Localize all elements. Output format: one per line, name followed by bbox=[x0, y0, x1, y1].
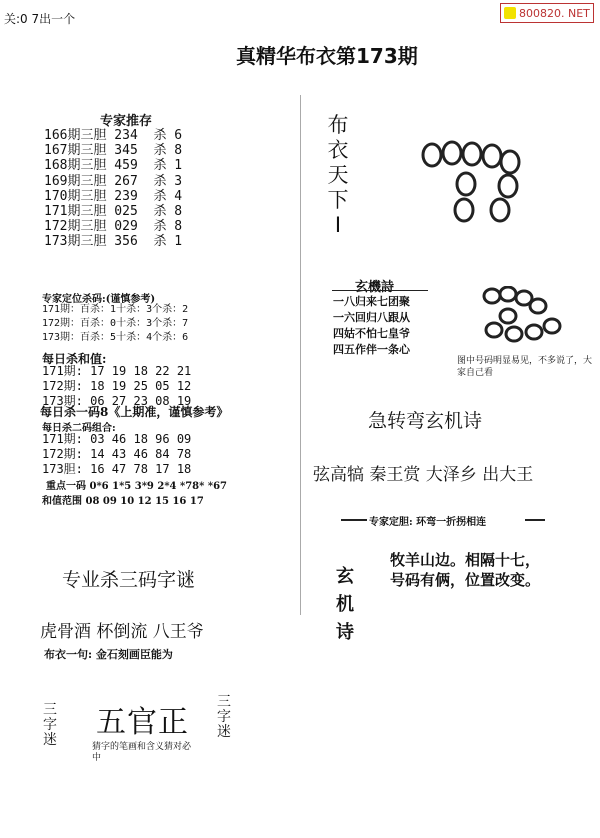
riddle-left-label bbox=[42, 703, 58, 748]
list-item: 167期三胆 345 杀 8 bbox=[44, 143, 183, 159]
expert-gall-line: 专家定胆: 环弯一折拐相连 bbox=[369, 517, 487, 528]
xuanji-text bbox=[390, 550, 540, 590]
poem-heading: 玄機詩 bbox=[355, 280, 395, 295]
poem-lines bbox=[333, 294, 410, 358]
list-item: 172期：百杀：0十杀：3个杀：7 bbox=[42, 318, 189, 329]
label-char: 三 bbox=[43, 702, 57, 718]
kill-one-line: 每日杀一码8《上期准，谨慎参考》 bbox=[40, 405, 229, 419]
list-item: 171期: 17 19 18 22 21 bbox=[42, 364, 192, 378]
image-note: 图中号码明显易见，不多说了，大家自己看 bbox=[457, 356, 593, 378]
label-char: 迷 bbox=[217, 724, 231, 740]
focus-line: 重点一码 0*6 1*5 3*9 2*4 *78* *67 bbox=[46, 481, 227, 492]
poem-line: 四姑不怕七皇爷 bbox=[333, 327, 410, 340]
xuanji-vertical-title bbox=[334, 563, 356, 647]
list-item: 166期三胆 234 杀 6 bbox=[44, 128, 183, 143]
position-kill-list bbox=[42, 303, 188, 345]
list-item: 169期三胆 267 杀 3 bbox=[44, 173, 183, 189]
site-badge-text: 800820. NET bbox=[519, 6, 590, 20]
four-phrase-line: 弦高犒 秦王赏 大泽乡 出大王 bbox=[313, 465, 534, 485]
top-note: 关:0 7出一个 bbox=[4, 12, 76, 26]
kill-two-heading: 每日杀二码组合: bbox=[42, 423, 116, 434]
column-divider bbox=[300, 95, 301, 615]
list-item: 172期: 14 43 46 84 78 bbox=[42, 447, 192, 461]
label-char: 字 bbox=[43, 717, 57, 733]
title-char: 衣 bbox=[327, 138, 349, 162]
kill-three-title: 专业杀三码字谜 bbox=[62, 569, 196, 591]
list-item: 170期三胆 239 杀 4 bbox=[44, 188, 183, 204]
kill-two-list bbox=[42, 432, 191, 477]
bead-figure-z-picture bbox=[478, 286, 568, 346]
list-item: 173胆: 16 47 78 17 18 bbox=[42, 462, 192, 476]
list-item: 171期: 03 46 18 96 09 bbox=[42, 432, 192, 446]
title-char: 诗 bbox=[336, 622, 354, 643]
list-item: 171期三胆 025 杀 8 bbox=[44, 204, 183, 220]
page-title: 真精华布衣第173期 bbox=[236, 44, 418, 68]
expert-list bbox=[44, 128, 182, 250]
range-line: 和值范围 08 09 10 12 15 16 17 bbox=[42, 496, 204, 507]
label-char: 字 bbox=[217, 709, 231, 725]
daily-sum-heading: 每日杀和值: bbox=[42, 352, 107, 366]
poem-line: 号码有俩，位置改变。 bbox=[390, 571, 541, 589]
riddle-note: 猜字的笔画和含义猜对必中 bbox=[92, 742, 192, 763]
list-item: 173期：百杀：5十杀：4个杀：6 bbox=[42, 332, 189, 343]
label-char: 迷 bbox=[43, 732, 57, 748]
poem-line: 一六回归八跟从 bbox=[333, 311, 410, 324]
title-char: 下 bbox=[327, 188, 349, 212]
riddle-main: 五官正 bbox=[96, 705, 189, 740]
position-kill-heading: 专家定位杀码:(谨慎参考) bbox=[42, 294, 156, 305]
turn-poem-title: 急转弯玄机诗 bbox=[368, 410, 483, 432]
poem-line: 四五作伴一条心 bbox=[333, 343, 410, 356]
title-char: 玄 bbox=[336, 566, 354, 587]
title-char: 天 bbox=[327, 163, 349, 187]
label-char: 三 bbox=[217, 694, 231, 710]
list-item: 173期三胆 356 杀 1 bbox=[44, 234, 183, 250]
divider-right bbox=[525, 519, 545, 521]
poem-line: 牧羊山边。相隔十七， bbox=[390, 551, 541, 569]
list-item: 172期: 18 19 25 05 12 bbox=[42, 379, 192, 393]
list-item: 171期：百杀：1十杀：3个杀：2 bbox=[42, 304, 189, 315]
divider-left bbox=[341, 519, 367, 521]
title-char: I bbox=[334, 213, 342, 237]
poem-line: 一八归来七团聚 bbox=[333, 295, 410, 308]
riddle-line: 虎骨酒 杯倒流 八王爷 bbox=[40, 622, 204, 642]
list-item: 173期: 06 27 23 08 19 bbox=[42, 394, 192, 408]
buyi-line: 布衣一句: 金石刻画臣能为 bbox=[44, 648, 173, 661]
expert-heading: 专家推存 bbox=[100, 114, 153, 129]
title-char: 布 bbox=[327, 113, 349, 137]
bead-figure-7-picture bbox=[420, 140, 530, 235]
buyi-vertical-title bbox=[325, 113, 351, 238]
title-char: 机 bbox=[336, 594, 354, 615]
poem-rule bbox=[332, 290, 428, 291]
list-item: 172期三胆 029 杀 8 bbox=[44, 219, 183, 235]
badge-square-icon bbox=[504, 7, 516, 19]
list-item: 168期三胆 459 杀 1 bbox=[44, 158, 183, 174]
site-badge[interactable] bbox=[500, 3, 594, 23]
riddle-right-label bbox=[216, 695, 232, 740]
